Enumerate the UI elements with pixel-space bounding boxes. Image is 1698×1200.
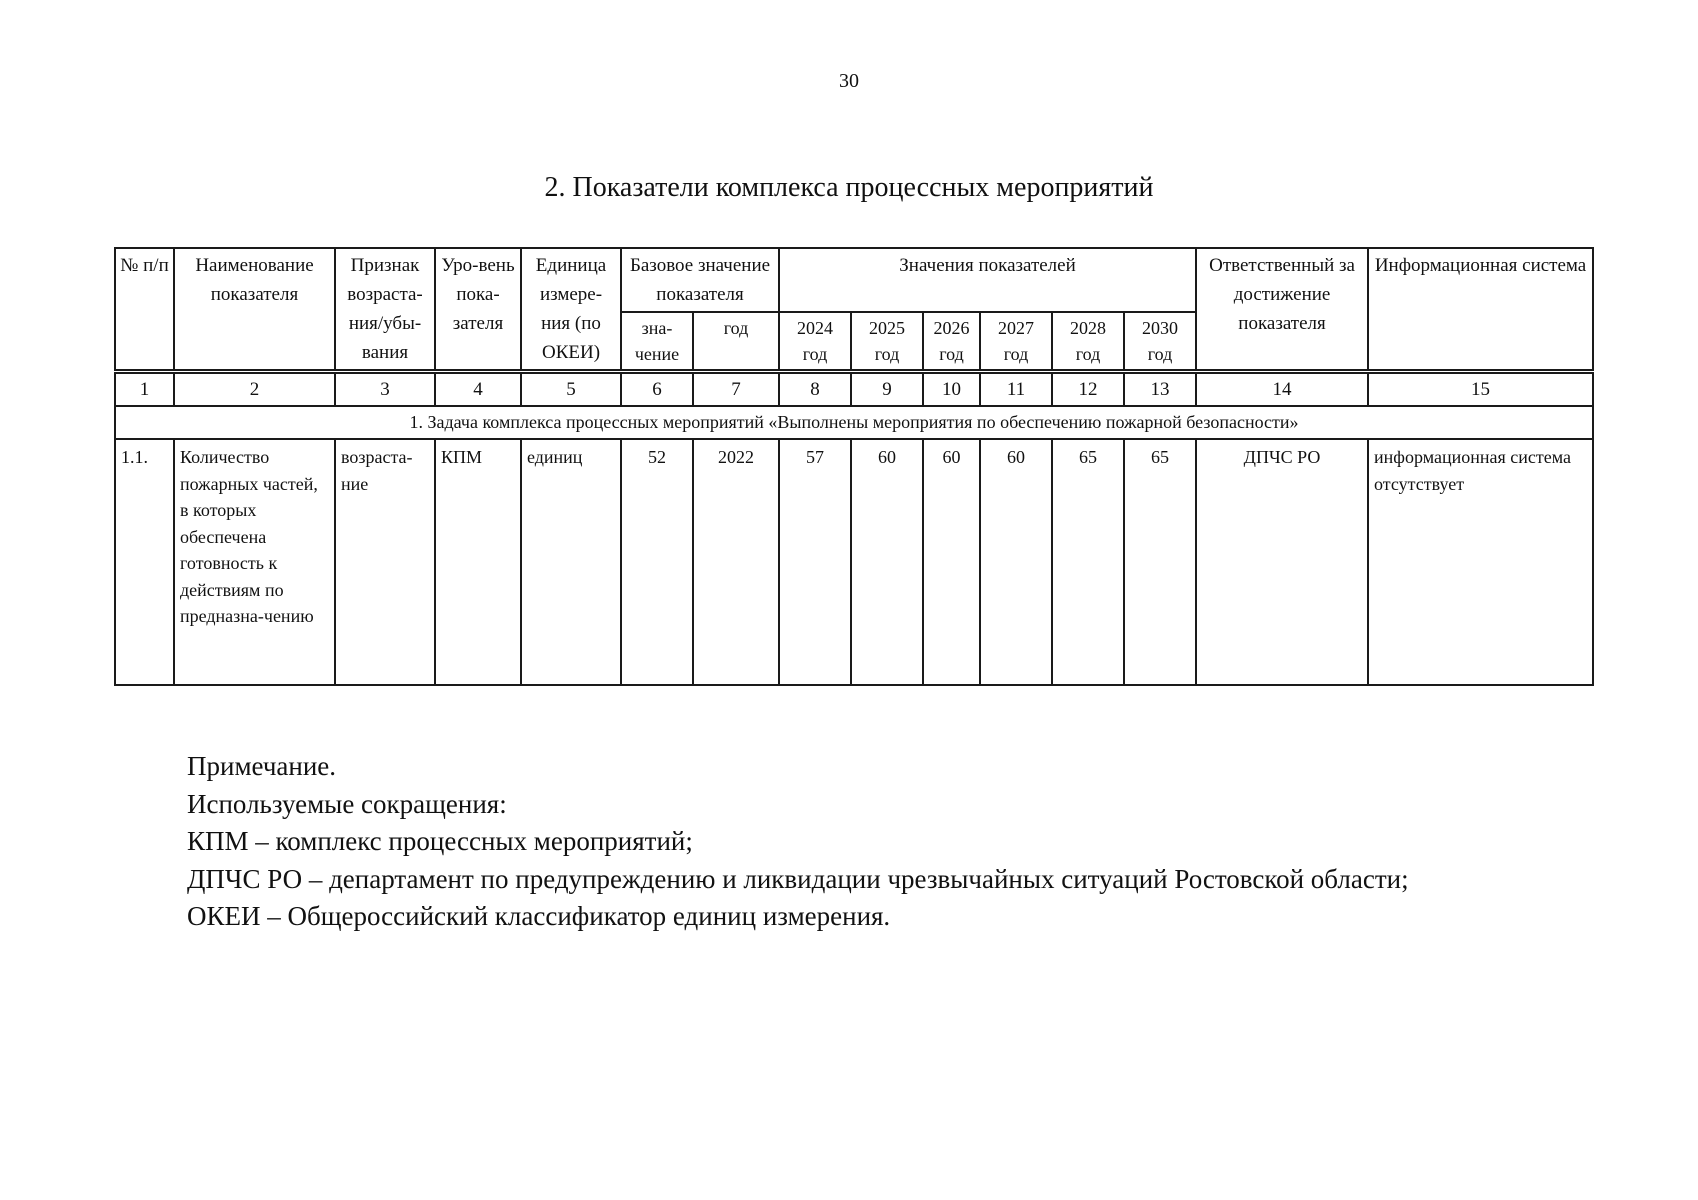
column-number: 1 <box>115 372 174 407</box>
header-row <box>115 248 1593 312</box>
row-unit: единиц <box>521 439 621 685</box>
row-responsible: ДПЧС РО <box>1196 439 1368 685</box>
section-title: 2. Показатели комплекса процессных мероприятий <box>544 172 1154 203</box>
notes <box>187 748 1409 936</box>
column-number: 8 <box>779 372 851 407</box>
column-number-row <box>115 372 1593 407</box>
task-title: 1. Задача комплекса процессных мероприятий «Выполнены мероприятия по обеспечению пожарной безопасности» <box>115 406 1593 439</box>
header-infosys: Информационная система <box>1368 248 1593 372</box>
notes-item: ДПЧС РО – департамент по предупреждению и ликвидации чрезвычайных ситуаций Ростовской области; <box>187 863 1409 894</box>
column-number: 4 <box>435 372 521 407</box>
header-base-year: год <box>693 312 779 372</box>
row-value-2028: 65 <box>1052 439 1124 685</box>
row-sign: возраста-ние <box>335 439 435 685</box>
row-infosys: информационная система отсутствует <box>1368 439 1593 685</box>
header-num: № п/п <box>115 248 174 372</box>
header-2025: 2025 год <box>851 312 923 372</box>
column-number: 3 <box>335 372 435 407</box>
column-number: 10 <box>923 372 980 407</box>
column-number: 15 <box>1368 372 1593 407</box>
header-base-value: зна-чение <box>621 312 693 372</box>
row-base-value: 52 <box>621 439 693 685</box>
header-sign: Признак возраста-ния/убы-вания <box>335 248 435 372</box>
row-num: 1.1. <box>115 439 174 685</box>
row-level: КПМ <box>435 439 521 685</box>
column-number: 13 <box>1124 372 1196 407</box>
header-2030: 2030 год <box>1124 312 1196 372</box>
header-2028: 2028 год <box>1052 312 1124 372</box>
notes-abbrev-heading: Используемые сокращения: <box>187 788 507 819</box>
page-number: 30 <box>839 70 859 92</box>
column-number: 6 <box>621 372 693 407</box>
header-responsible: Ответственный за достижение показателя <box>1196 248 1368 372</box>
row-name: Количество пожарных частей, в которых обеспечена готовность к действиям по предназна-чению <box>174 439 335 685</box>
header-2027: 2027 год <box>980 312 1052 372</box>
header-name: Наименование показателя <box>174 248 335 372</box>
header-2026: 2026 год <box>923 312 980 372</box>
row-value-2025: 60 <box>851 439 923 685</box>
notes-item: ОКЕИ – Общероссийский классификатор единиц измерения. <box>187 901 891 931</box>
row-value-2030: 65 <box>1124 439 1196 685</box>
header-values: Значения показателей <box>779 248 1196 312</box>
column-number: 12 <box>1052 372 1124 407</box>
header-2024: 2024 год <box>779 312 851 372</box>
column-number: 2 <box>174 372 335 407</box>
row-value-2024: 57 <box>779 439 851 685</box>
row-value-2027: 60 <box>980 439 1052 685</box>
column-number: 11 <box>980 372 1052 407</box>
row-base-year: 2022 <box>693 439 779 685</box>
header-base: Базовое значение показателя <box>621 248 779 312</box>
column-number: 7 <box>693 372 779 407</box>
column-number: 9 <box>851 372 923 407</box>
column-number: 14 <box>1196 372 1368 407</box>
notes-heading: Примечание. <box>187 751 337 781</box>
header-unit: Единица измере-ния (по ОКЕИ) <box>521 248 621 372</box>
task-row <box>115 406 1593 439</box>
column-number: 5 <box>521 372 621 407</box>
header-level: Уро-вень пока-зателя <box>435 248 521 372</box>
indicators-table <box>114 247 1594 686</box>
row-value-2026: 60 <box>923 439 980 685</box>
table-row <box>115 439 1593 685</box>
notes-item: КПМ – комплекс процессных мероприятий; <box>187 826 693 856</box>
